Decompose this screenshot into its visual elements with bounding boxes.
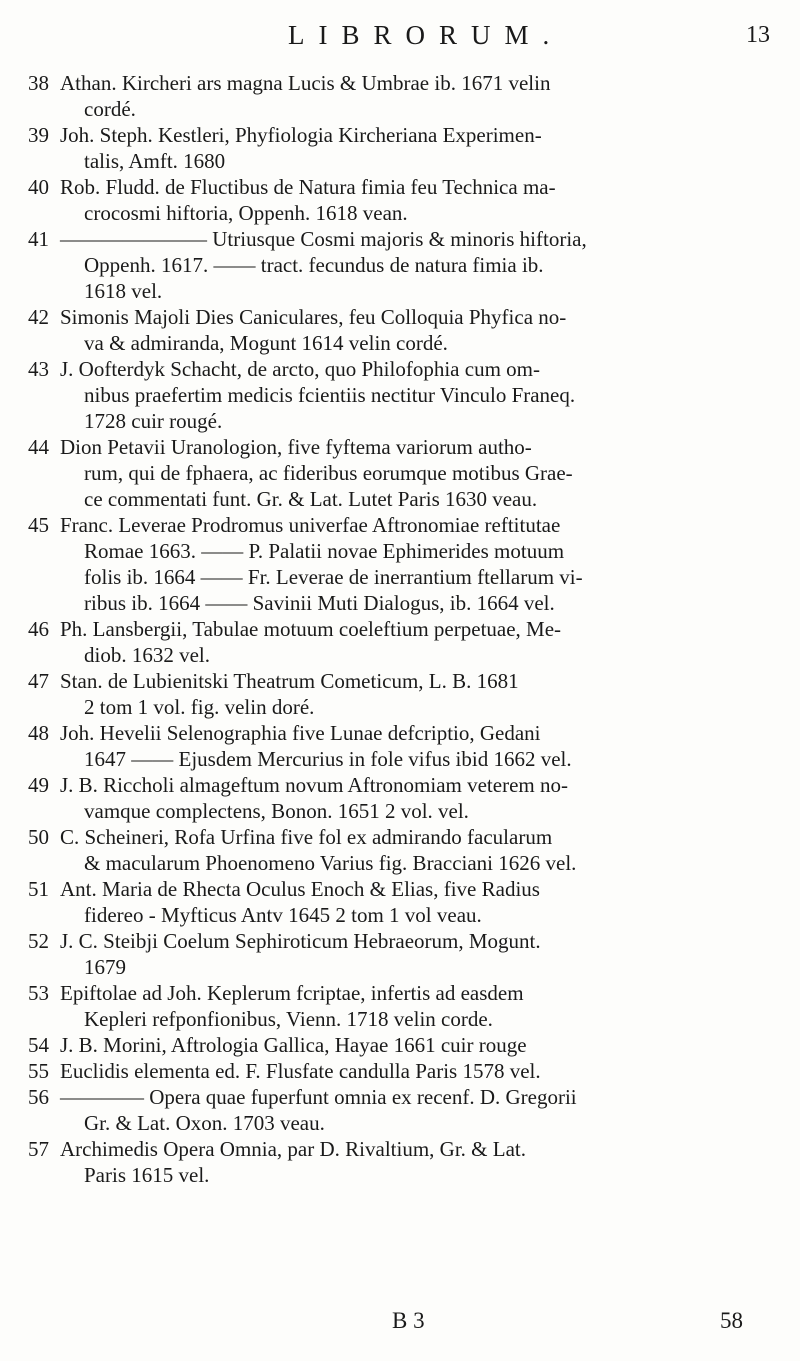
catchword: 58 — [720, 1308, 743, 1333]
entry-text-line: ——————— Utriusque Cosmi majoris & minoris hiftoria, — [60, 227, 587, 251]
entry-text-line: Euclidis elementa ed. F. Flusfate candulla Paris 1578 vel. — [60, 1059, 541, 1083]
entry-text-line: J. C. Steibji Coelum Sephiroticum Hebraeorum, Mogunt. — [60, 929, 541, 953]
entry-number: 55 — [28, 1059, 49, 1083]
entry-text-line: Rob. Fludd. de Fluctibus de Natura fimia feu Technica ma- — [60, 175, 556, 199]
entry-text-line: Joh. Steph. Kestleri, Phyfiologia Kircheriana Experimen- — [60, 123, 542, 147]
entry-text-line: Simonis Majoli Dies Caniculares, feu Colloquia Phyfica no- — [60, 305, 567, 329]
page-footer — [0, 1308, 800, 1338]
catalogue-entry — [28, 772, 788, 824]
catalogue-entry — [28, 668, 788, 720]
catalogue-entry — [28, 980, 788, 1032]
entry-text-line: 1728 cuir rougé. — [84, 409, 223, 433]
entry-text-line: Romae 1663. —— P. Palatii novae Ephimerides motuum — [84, 539, 565, 563]
catalogue-entry — [28, 616, 788, 668]
catalogue-entry — [28, 122, 788, 174]
entry-number: 47 — [28, 669, 49, 693]
entry-number: 57 — [28, 1137, 49, 1161]
catalogue-entry — [28, 876, 788, 928]
entry-number: 39 — [28, 123, 49, 147]
entry-text-line: crocosmi hiftoria, Oppenh. 1618 vean. — [84, 201, 408, 225]
entry-text-line: J. B. Riccholi almageftum novum Aftronomiam veterem no- — [60, 773, 568, 797]
catalogue-entries — [28, 70, 788, 1188]
entry-text-line: Dion Petavii Uranologion, five fyftema variorum autho- — [60, 435, 532, 459]
entry-number: 38 — [28, 71, 49, 95]
page-header — [0, 20, 800, 54]
entry-text-line: ———— Opera quae fuperfunt omnia ex recenf. D. Gregorii — [60, 1085, 577, 1109]
entry-text-line: 1647 —— Ejusdem Mercurius in fole vifus ibid 1662 vel. — [84, 747, 572, 771]
entry-number: 48 — [28, 721, 49, 745]
entry-number: 44 — [28, 435, 49, 459]
entry-number: 56 — [28, 1085, 49, 1109]
entry-text-line: 1618 vel. — [84, 279, 163, 303]
entry-number: 50 — [28, 825, 49, 849]
catalogue-entry — [28, 1032, 788, 1058]
entry-text-line: C. Scheineri, Rofa Urfina five fol ex admirando facularum — [60, 825, 553, 849]
entry-text-line: folis ib. 1664 —— Fr. Leverae de inerrantium ftellarum vi- — [84, 565, 583, 589]
entry-number: 43 — [28, 357, 49, 381]
entry-text-line: vamque complectens, Bonon. 1651 2 vol. vel. — [84, 799, 469, 823]
entry-text-line: Paris 1615 vel. — [84, 1163, 210, 1187]
catalogue-entry — [28, 434, 788, 512]
entry-text-line: Joh. Hevelii Selenographia five Lunae defcriptio, Gedani — [60, 721, 541, 745]
page-number: 13 — [746, 22, 770, 48]
entry-text-line: Athan. Kircheri ars magna Lucis & Umbrae ib. 1671 velin — [60, 71, 551, 95]
entry-text-line: Epiftolae ad Joh. Keplerum fcriptae, infertis ad easdem — [60, 981, 524, 1005]
catalogue-entry — [28, 356, 788, 434]
entry-text-line: cordé. — [84, 97, 136, 121]
entry-text-line: ce commentati funt. Gr. & Lat. Lutet Paris 1630 veau. — [84, 487, 538, 511]
catalogue-entry — [28, 1084, 788, 1136]
entry-text-line: & macularum Phoenomeno Varius fig. Bracciani 1626 vel. — [84, 851, 577, 875]
signature-mark: B 3 — [392, 1308, 425, 1333]
entry-number: 52 — [28, 929, 49, 953]
entry-text-line: nibus praefertim medicis fcientiis nectitur Vinculo Franeq. — [84, 383, 576, 407]
entry-text-line: 1679 — [84, 955, 126, 979]
entry-number: 41 — [28, 227, 49, 251]
running-title: LIBRORUM. — [288, 20, 564, 50]
entry-text-line: Gr. & Lat. Oxon. 1703 veau. — [84, 1111, 325, 1135]
catalogue-entry — [28, 720, 788, 772]
entry-number: 53 — [28, 981, 49, 1005]
entry-number: 49 — [28, 773, 49, 797]
entry-text-line: rum, qui de fphaera, ac fideribus eorumque motibus Grae- — [84, 461, 573, 485]
entry-number: 46 — [28, 617, 49, 641]
entry-text-line: J. Oofterdyk Schacht, de arcto, quo Philofophia cum om- — [60, 357, 540, 381]
entry-text-line: va & admiranda, Mogunt 1614 velin cordé. — [84, 331, 448, 355]
entry-number: 40 — [28, 175, 49, 199]
entry-text-line: 2 tom 1 vol. fig. velin doré. — [84, 695, 315, 719]
catalogue-entry — [28, 1136, 788, 1188]
catalogue-entry — [28, 1058, 788, 1084]
catalogue-entry — [28, 824, 788, 876]
entry-text-line: diob. 1632 vel. — [84, 643, 210, 667]
catalogue-entry — [28, 512, 788, 616]
catalogue-entry — [28, 304, 788, 356]
catalogue-entry — [28, 928, 788, 980]
catalogue-entry — [28, 174, 788, 226]
entry-text-line: fidereo - Myfticus Antv 1645 2 tom 1 vol veau. — [84, 903, 482, 927]
entry-text-line: Ph. Lansbergii, Tabulae motuum coeleftium perpetuae, Me- — [60, 617, 562, 641]
entry-number: 45 — [28, 513, 49, 537]
entry-number: 42 — [28, 305, 49, 329]
entry-text-line: Kepleri refponfionibus, Vienn. 1718 velin corde. — [84, 1007, 493, 1031]
entry-text-line: Ant. Maria de Rhecta Oculus Enoch & Elias, five Radius — [60, 877, 540, 901]
entry-text-line: J. B. Morini, Aftrologia Gallica, Hayae 1661 cuir rouge — [60, 1033, 527, 1057]
catalogue-entry — [28, 226, 788, 304]
entry-text-line: Franc. Leverae Prodromus univerfae Aftronomiae reftitutae — [60, 513, 561, 537]
entry-text-line: ribus ib. 1664 —— Savinii Muti Dialogus, ib. 1664 vel. — [84, 591, 555, 615]
entry-text-line: Stan. de Lubienitski Theatrum Cometicum, L. B. 1681 — [60, 669, 519, 693]
entry-number: 51 — [28, 877, 49, 901]
entry-text-line: Oppenh. 1617. —— tract. fecundus de natura fimia ib. — [84, 253, 544, 277]
entry-text-line: talis, Amft. 1680 — [84, 149, 226, 173]
entry-text-line: Archimedis Opera Omnia, par D. Rivaltium, Gr. & Lat. — [60, 1137, 526, 1161]
entry-number: 54 — [28, 1033, 49, 1057]
catalogue-entry — [28, 70, 788, 122]
